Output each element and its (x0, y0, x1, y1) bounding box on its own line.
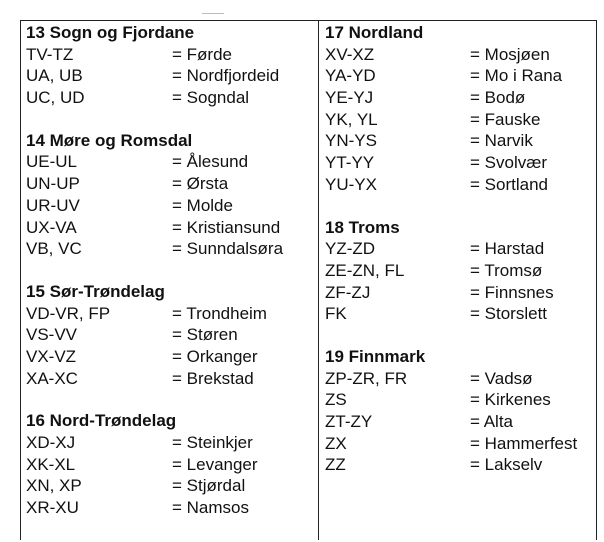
left-column (26, 22, 316, 540)
scan-artifact-mark (202, 13, 224, 14)
place-name: = Fauske (470, 109, 540, 131)
place-name: = Vadsø (470, 368, 533, 390)
place-name: = Ørsta (172, 173, 228, 195)
callsign-code: XR-XU (26, 498, 79, 518)
callsign-code: UX-VA (26, 217, 77, 237)
place-name: = Alta (470, 411, 513, 433)
place-name: = Namsos (172, 497, 249, 519)
county-title: 18 Troms (325, 217, 400, 237)
code-row (325, 260, 595, 282)
county-section (325, 346, 595, 476)
callsign-code: XD-XJ (26, 433, 76, 452)
callsign-code: YU-YX (325, 174, 377, 194)
place-name: = Trondheim (172, 303, 267, 325)
callsign-code: UE-UL (26, 152, 78, 172)
callsign-code: ZF-ZJ (325, 282, 371, 302)
code-row (26, 44, 316, 66)
callsign-code: YZ-ZD (325, 239, 376, 259)
callsign-code: UC, UD (26, 88, 85, 108)
place-name: = Ålesund (172, 151, 248, 173)
place-name: = Orkanger (172, 346, 258, 368)
callsign-code: ZP-ZR, FR (325, 368, 408, 388)
callsign-code: TV-TZ (26, 44, 74, 64)
callsign-code: YT-YY (325, 153, 375, 173)
place-name: = Brekstad (172, 368, 254, 390)
county-title: 14 Møre og Romsdal (26, 130, 193, 150)
code-row (325, 303, 595, 325)
callsign-code: YN-YS (325, 131, 377, 151)
place-name: = Kirkenes (470, 389, 551, 411)
code-row (325, 411, 595, 433)
code-row (325, 65, 595, 87)
callsign-code: UA, UB (26, 66, 83, 86)
code-row (325, 389, 595, 411)
place-name: = Sortland (470, 174, 548, 196)
place-name: = Bodø (470, 87, 525, 109)
place-name: = Mosjøen (470, 44, 550, 66)
place-name: = Narvik (470, 130, 533, 152)
code-row (26, 432, 316, 454)
callsign-code: YE-YJ (325, 88, 374, 108)
callsign-code: YA-YD (325, 66, 376, 86)
county-title: 16 Nord-Trøndelag (26, 411, 177, 431)
county-title: 19 Finnmark (325, 346, 426, 366)
callsign-code: XN, XP (26, 476, 82, 496)
place-name: = Lakselv (470, 454, 542, 476)
callsign-code: XA-XC (26, 368, 78, 388)
code-row (325, 433, 595, 455)
code-row (26, 303, 316, 325)
code-row (26, 173, 316, 195)
code-row (325, 238, 595, 260)
place-name: = Svolvær (470, 152, 547, 174)
county-title: 13 Sogn og Fjordane (26, 23, 195, 42)
county-title: 15 Sør-Trøndelag (26, 281, 165, 301)
callsign-code: VX-VZ (26, 346, 77, 366)
column-divider (318, 20, 319, 540)
code-row (26, 368, 316, 390)
callsign-code: YK, YL (325, 109, 378, 129)
callsign-code: UN-UP (26, 174, 80, 194)
code-row (26, 65, 316, 87)
county-title: 17 Nordland (325, 23, 424, 42)
code-row (26, 87, 316, 109)
callsign-code: ZZ (325, 455, 346, 475)
county-section (325, 217, 595, 325)
callsign-code: ZX (325, 433, 347, 453)
county-section (26, 22, 316, 109)
callsign-code: VD-VR, FP (26, 303, 111, 323)
code-row (26, 454, 316, 476)
code-row (325, 44, 595, 66)
place-name: = Mo i Rana (470, 65, 562, 87)
code-row (26, 217, 316, 239)
code-row (26, 195, 316, 217)
place-name: = Tromsø (470, 260, 542, 282)
right-column (325, 22, 595, 497)
place-name: = Steinkjer (172, 432, 253, 454)
place-name: = Molde (172, 195, 233, 217)
callsign-code: XK-XL (26, 454, 76, 474)
code-row (26, 475, 316, 497)
callsign-code: UR-UV (26, 195, 80, 215)
county-section (26, 281, 316, 389)
callsign-code: XV-XZ (325, 44, 375, 64)
code-row (26, 324, 316, 346)
code-row (26, 346, 316, 368)
place-name: = Førde (172, 44, 232, 66)
place-name: = Sunndalsøra (172, 238, 283, 260)
callsign-code: ZS (325, 390, 347, 410)
code-row (325, 87, 595, 109)
place-name: = Harstad (470, 238, 544, 260)
place-name: = Sogndal (172, 87, 249, 109)
code-row (26, 497, 316, 519)
place-name: = Storslett (470, 303, 547, 325)
callsign-code: VB, VC (26, 239, 82, 259)
place-name: = Støren (172, 324, 238, 346)
callsign-code: ZT-ZY (325, 412, 373, 431)
place-name: = Levanger (172, 454, 258, 476)
code-row (325, 130, 595, 152)
code-row (325, 174, 595, 196)
place-name: = Finnsnes (470, 282, 554, 304)
code-row (325, 109, 595, 131)
callsign-code: VS-VV (26, 325, 78, 345)
callsign-code: FK (325, 304, 347, 324)
callsign-code: ZE-ZN, FL (325, 260, 405, 280)
code-row (26, 238, 316, 260)
place-name: = Hammerfest (470, 433, 577, 455)
code-row (325, 282, 595, 304)
code-row (325, 454, 595, 476)
county-section (26, 410, 316, 518)
county-section (26, 130, 316, 260)
code-row (325, 152, 595, 174)
code-row (26, 151, 316, 173)
code-row (325, 368, 595, 390)
place-name: = Stjørdal (172, 475, 245, 497)
place-name: = Nordfjordeid (172, 65, 279, 87)
place-name: = Kristiansund (172, 217, 280, 239)
county-section (325, 22, 595, 196)
